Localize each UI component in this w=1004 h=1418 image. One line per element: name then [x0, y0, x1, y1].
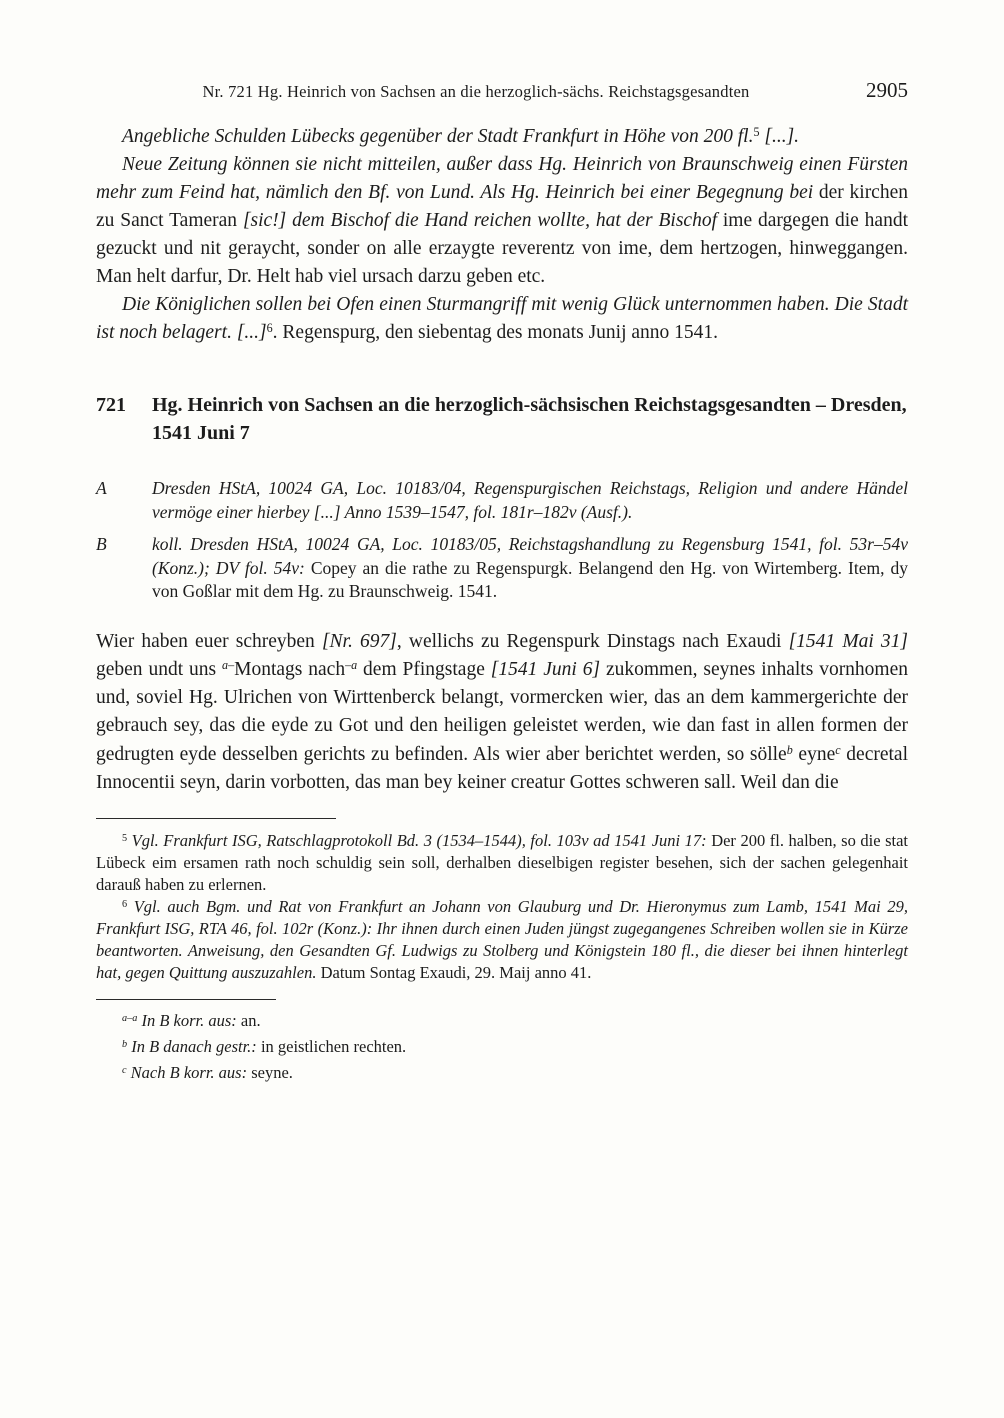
body-paragraph	[96, 628, 908, 798]
text-segment: Montags nach	[234, 658, 346, 680]
running-title: Nr. 721 Hg. Heinrich von Sachsen an die herzoglich-sächs. Reichstagsgesandten	[202, 82, 750, 101]
source-text	[152, 533, 908, 604]
text-segment: Die Königlichen sollen bei Ofen einen Sturmangriff mit wenig Glück unternommen haben. Die Stadt ist noch belagert. [...]	[96, 294, 908, 343]
summary-paragraph	[96, 291, 908, 347]
text-segment: Nach B korr. aus:	[126, 1063, 252, 1083]
apparatus-separator-rule	[96, 999, 276, 1000]
summary-section	[96, 123, 908, 347]
text-segment: decretal Innocentii seyn, darin vorbotten, das man bey keiner creatur Gottes schweren sall. Weil dan die	[96, 743, 908, 793]
text-segment: In B danach gestr.:	[127, 1037, 261, 1057]
source-label: A	[96, 478, 107, 498]
text-segment: Copey an die rathe zu Regenspurgk. Belangend den Hg. von Wirtemberg. Item, dy von Goßlar mit dem Hg. zu Braunschweig. 1541.	[152, 557, 908, 601]
apparatus-note-a	[96, 1008, 908, 1034]
text-segment: Der 200 fl. halben, so die stat Lübeck eim ersamen rath noch schuldig sein soll, derhalben dieselbigen register besehen, sich der sachen gelegenhait darauß haben zu erlernen.	[96, 831, 908, 895]
text-segment: [1541 Juni 6]	[490, 658, 601, 680]
text-segment: Vgl. auch Bgm. und Rat von Frankfurt an Johann von Glauburg und Dr. Hieronymus zum Lamb, 1541 Mai 29, Frankfurt ISG, RTA 46, fol. 102r (Konz.): Ihr ihnen durch einen Juden jüngst zugegangenes Schreiben wollen sie in Kürze beantworten. Anweisung, den Gesandten Gf. Ludwigs zu Stolberg und Königstein 180 fl., die dieser bei ihnen hinterlegt hat, gegen Quittung auszuzahlen.	[96, 897, 908, 983]
document-number: 721	[96, 394, 126, 416]
source-label: B	[96, 534, 107, 554]
text-segment: geben undt uns	[96, 658, 223, 680]
text-segment: 5	[753, 124, 760, 139]
text-segment: koll. Dresden HStA, 10024 GA, Loc. 10183/05, Reichstagshandlung zu Regensburg 1541, fol. 53r–54v (Konz.); DV fol. 54v:	[152, 534, 908, 578]
source-text	[152, 477, 908, 524]
text-segment: [sic!] dem Bischof die Hand reichen wollte, hat der Bischof	[242, 210, 723, 231]
text-segment: zukommen, seynes inhalts vornhomen und, soviel Hg. Ulrichen von Wirttenberck belangt, vormercken wier, das an dem kammergerichte der gebrauch sey, das die eyde zu Got und den heiligen geleistet werden, wie dan fast in allen formen der gedrugten eyde desselben gerichts zu befinden. Als wier aber berichtet werden, so sölle	[96, 658, 909, 765]
text-segment: dem Pfingstage	[357, 658, 491, 680]
apparatus-note-c	[96, 1060, 908, 1086]
text-segment: c	[122, 1065, 127, 1077]
text-segment: [...].	[759, 126, 800, 147]
text-segment: c	[835, 742, 841, 757]
text-segment: a–	[222, 657, 235, 672]
text-segment: Vgl. Frankfurt ISG, Ratschlagprotokoll Bd. 3 (1534–1544), fol. 103v ad 1541 Juni 17:	[127, 831, 712, 851]
text-segment: 6	[122, 899, 128, 911]
text-segment: , wellichs zu Regenspurk Dinstags nach Exaudi	[396, 630, 789, 652]
page-header	[96, 78, 908, 103]
text-segment: eyne	[792, 743, 836, 765]
text-segment: in geistlichen rechten.	[260, 1037, 407, 1057]
text-segment: der kirchen zu Sanct Tameran	[96, 182, 908, 231]
text-segment: b	[786, 742, 793, 757]
footnote-5	[96, 830, 908, 896]
text-segment: ime dargegen die handt gezuckt und nit geraycht, sonder on alle erzaygte reverentz von ime, dem hertzogen, hinweggangen. Man helt darfur, Dr. Helt hab viel ursach darzu geben etc.	[96, 210, 908, 287]
text-segment: a–a	[122, 1013, 138, 1025]
source-entry-a	[96, 477, 908, 524]
document-heading	[96, 391, 908, 447]
footnotes-section	[96, 830, 908, 984]
summary-paragraph	[96, 151, 908, 291]
text-segment: seyne.	[251, 1063, 293, 1083]
text-segment: Neue Zeitung können sie nicht mitteilen, außer dass Hg. Heinrich von Braunschweig einen Fürsten mehr zum Feind hat, nämlich den Bf. von Lund. Als Hg. Heinrich bei einer Begegnung bei	[96, 154, 908, 203]
text-segment: b	[122, 1039, 128, 1051]
page-number: 2905	[866, 78, 908, 102]
footnote-6	[96, 896, 908, 984]
text-segment: Angebliche Schulden Lübecks gegenüber der Stadt Frankfurt in Höhe von 200 fl.	[122, 126, 754, 147]
summary-paragraph	[96, 123, 908, 151]
document-title: Hg. Heinrich von Sachsen an die herzoglich-sächsischen Reichstagsgesandten – Dresden, 1541 Juni 7	[152, 394, 907, 444]
text-segment: In B korr. aus:	[137, 1011, 241, 1031]
document-body	[96, 628, 908, 798]
text-segment: . Regenspurg, den siebentag des monats Junij anno 1541.	[272, 322, 719, 343]
apparatus-section	[96, 1008, 908, 1086]
text-segment: 5	[122, 833, 128, 845]
source-entry-b	[96, 533, 908, 604]
text-segment: [Nr. 697]	[321, 630, 397, 652]
footnote-separator-rule	[96, 818, 336, 819]
text-segment: Wier haben euer schreyben	[96, 630, 322, 652]
text-segment: Datum Sontag Exaudi, 29. Maij anno 41.	[320, 963, 592, 983]
text-segment: –a	[345, 657, 358, 672]
text-segment: 6	[266, 320, 273, 335]
apparatus-note-b	[96, 1034, 908, 1060]
text-segment: Dresden HStA, 10024 GA, Loc. 10183/04, Regenspurgischen Reichstags, Religion und andere Händel vermöge einer hierbey [...] Anno 1539–1547, fol. 181r–182v (Ausf.).	[152, 478, 908, 522]
text-segment: [1541 Mai 31]	[788, 630, 908, 652]
text-segment: an.	[240, 1011, 261, 1031]
source-list	[96, 477, 908, 604]
